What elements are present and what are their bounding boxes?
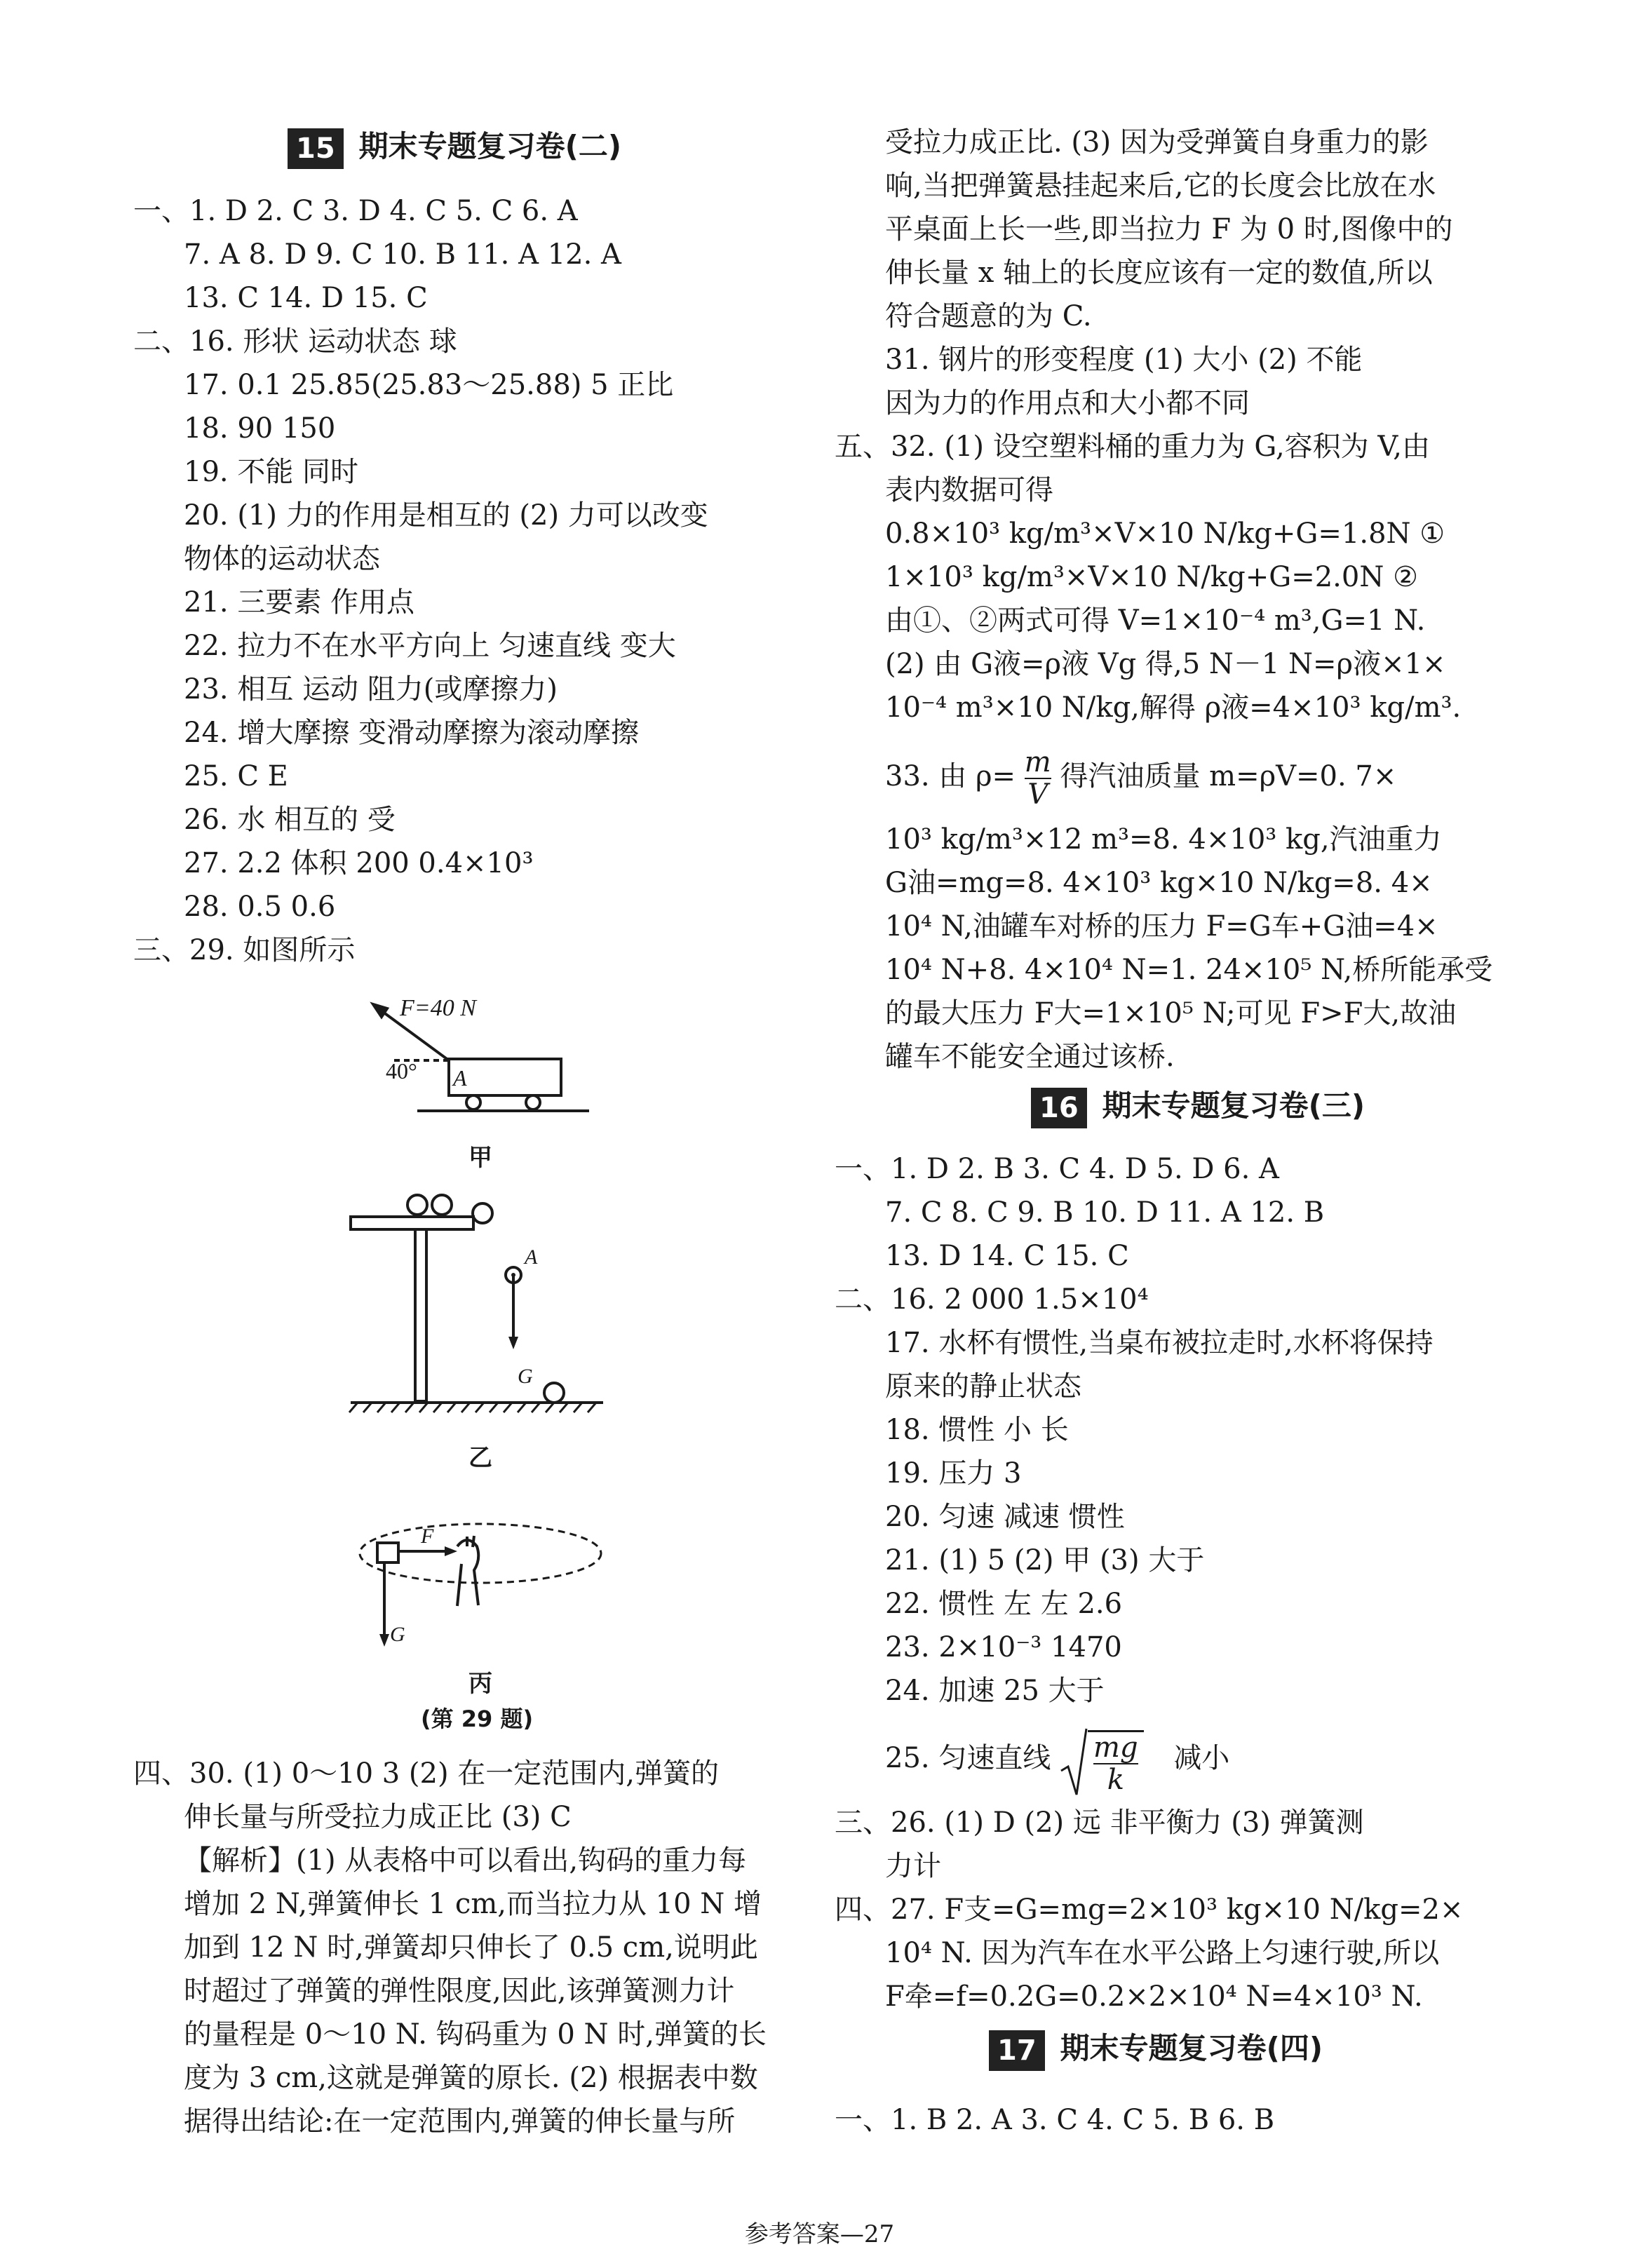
answer-line: 10⁴ N,油罐车对桥的压力 F=G车+G油=4×: [885, 910, 1438, 943]
answer-line: 23. 相互 运动 阻力(或摩擦力): [184, 673, 558, 706]
point-a-label: A: [453, 1065, 467, 1091]
caption-yi: 乙: [468, 1444, 492, 1472]
answer-line: 罐车不能安全通过该桥.: [885, 1041, 1175, 1073]
section-16-heading: [1031, 1084, 1365, 1128]
answer-line: 23. 2×10⁻³ 1470: [885, 1631, 1122, 1663]
answer-line: 27. 2.2 体积 200 0.4×10³: [184, 847, 534, 879]
orbit-path: [360, 1524, 601, 1583]
section-16-title: 期末专题复习卷(三): [1102, 1088, 1365, 1123]
answer-line: 一、1. B 2. A 3. C 4. C 5. B 6. B: [835, 2104, 1275, 2136]
q25-prefix: 25. 匀速直线: [885, 1742, 1051, 1774]
answer-line: 响,当把弹簧悬挂起来后,它的长度会比放在水: [885, 170, 1436, 202]
answer-line: 四、30. (1) 0～10 3 (2) 在一定范围内,弹簧的: [133, 1757, 720, 1790]
answer-line: 13. D 14. C 15. C: [885, 1240, 1129, 1272]
answer-line: 受拉力成正比. (3) 因为受弹簧自身重力的影: [885, 126, 1429, 158]
block: [377, 1543, 398, 1562]
answer-line: F牵=f=0.2G=0.2×2×10⁴ N=4×10³ N.: [885, 1980, 1423, 2013]
analysis-line: 据得出结论:在一定范围内,弹簧的伸长量与所: [184, 2105, 736, 2138]
answer-line: 21. (1) 5 (2) 甲 (3) 大于: [885, 1544, 1205, 1577]
answer-line: 10³ kg/m³×12 m³=8. 4×10³ kg,汽油重力: [885, 823, 1442, 856]
answer-line: 一、1. D 2. B 3. C 4. D 5. D 6. A: [835, 1153, 1279, 1185]
section-17-title: 期末专题复习卷(四): [1060, 2031, 1323, 2065]
answer-line: 25. C E: [184, 760, 288, 792]
ball: [407, 1195, 427, 1215]
section-16-number: 16: [1031, 1088, 1087, 1128]
section-15-title: 期末专题复习卷(二): [358, 129, 622, 163]
answer-line: 一、1. D 2. C 3. D 4. C 5. C 6. A: [133, 195, 578, 227]
ground-hatch: [349, 1403, 596, 1412]
answer-line: 0.8×10³ kg/m³×V×10 N/kg+G=1.8N ①: [885, 518, 1445, 550]
figure-29: [295, 982, 659, 1753]
answer-line: 伸长量与所受拉力成正比 (3) C: [184, 1801, 572, 1833]
answer-line: 31. 钢片的形变程度 (1) 大小 (2) 不能: [885, 344, 1363, 376]
caption-bing: 丙: [468, 1670, 492, 1698]
q33-prefix: 33. 由 ρ=: [885, 760, 1016, 792]
answer-line: 平桌面上长一些,即当拉力 F 为 0 时,图像中的: [885, 213, 1453, 245]
answer-line: 四、27. F支=G=mg=2×10³ kg×10 N/kg=2×: [835, 1894, 1464, 1926]
q25-fraction: [1088, 1730, 1144, 1795]
table-leg: [415, 1229, 426, 1401]
figure-caption: (第 29 题): [421, 1706, 534, 1732]
ball-ground: [544, 1383, 564, 1403]
diagram-bing-circular: [360, 1524, 601, 1638]
answer-line: 22. 惯性 左 左 2.6: [885, 1588, 1123, 1620]
section-17-number: 17: [989, 2030, 1045, 2071]
answer-line: 由①、②两式可得 V=1×10⁻⁴ m³,G=1 N.: [885, 605, 1426, 637]
analysis-line: 时超过了弹簧的弹性限度,因此,该弹簧测力计: [184, 1975, 735, 2007]
q33-frac-den: V: [1027, 778, 1048, 811]
answer-line: 26. 水 相互的 受: [184, 804, 396, 836]
answer-line: 原来的静止状态: [885, 1370, 1081, 1403]
answer-line: 三、26. (1) D (2) 远 非平衡力 (3) 弹簧测: [835, 1807, 1364, 1839]
q25-frac-den: k: [1107, 1763, 1124, 1796]
q25-frac-num: mg: [1093, 1731, 1138, 1764]
answer-line: 24. 加速 25 大于: [885, 1675, 1105, 1707]
answer-line: 10⁴ N+8. 4×10⁴ N=1. 24×10⁵ N,桥所能承受: [885, 954, 1493, 986]
analysis-line: 增加 2 N,弹簧伸长 1 cm,而当拉力从 10 N 增: [184, 1888, 762, 1920]
q33-suffix: 得汽油质量 m=ρV=0. 7×: [1060, 760, 1397, 792]
section-17-heading: [989, 2027, 1323, 2071]
answer-line: 28. 0.5 0.6: [184, 891, 336, 923]
answer-line: 20. 匀速 减速 惯性: [885, 1501, 1125, 1533]
force-f-label: F: [421, 1525, 434, 1548]
answer-line: 10⁻⁴ m³×10 N/kg,解得 ρ液=4×10³ kg/m³.: [885, 691, 1462, 724]
answer-line: (2) 由 G液=ρ液 Vg 得,5 N－1 N=ρ液×1×: [885, 648, 1446, 680]
answer-line: 力计: [885, 1850, 941, 1882]
answer-line: 伸长量 x 轴上的长度应该有一定的数值,所以: [885, 257, 1433, 289]
page-footer: 参考答案—27: [744, 2220, 895, 2248]
answer-line: 7. C 8. C 9. B 10. D 11. A 12. B: [885, 1196, 1325, 1229]
q25-sqrt: [1060, 1722, 1144, 1799]
gravity-arrowhead: [508, 1337, 518, 1349]
gravity-g2-label: G: [390, 1623, 405, 1646]
ball: [473, 1203, 492, 1223]
answer-line: 18. 90 150: [184, 412, 336, 445]
answer-line: 20. (1) 力的作用是相互的 (2) 力可以改变: [184, 499, 708, 532]
answer-line: 18. 惯性 小 长: [885, 1414, 1069, 1446]
force-label: F=40 N: [400, 995, 476, 1021]
caption-jia: 甲: [468, 1144, 492, 1172]
answer-line: 24. 增大摩擦 变滑动摩擦为滚动摩擦: [184, 717, 640, 749]
answer-line: G油=mg=8. 4×10³ kg×10 N/kg=8. 4×: [885, 867, 1433, 899]
cart-wheel: [466, 1095, 480, 1109]
hand: [457, 1536, 478, 1606]
answer-line: 的最大压力 F大=1×10⁵ N;可见 F>F大,故油: [885, 997, 1457, 1030]
answer-line: 19. 压力 3: [885, 1457, 1022, 1490]
answer-line: 19. 不能 同时: [184, 456, 359, 488]
analysis-line: 【解析】(1) 从表格中可以看出,钩码的重力每: [184, 1844, 747, 1877]
answer-line: 13. C 14. D 15. C: [184, 282, 428, 314]
answer-line: 1×10³ kg/m³×V×10 N/kg+G=2.0N ②: [885, 561, 1418, 593]
q25-suffix: 减小: [1173, 1742, 1230, 1774]
table-top: [351, 1217, 473, 1229]
q33-line: [885, 738, 1396, 815]
answer-line: 10⁴ N. 因为汽车在水平公路上匀速行驶,所以: [885, 1937, 1440, 1969]
diagram-yi-table: [351, 1195, 603, 1403]
answer-line: 五、32. (1) 设空塑料桶的重力为 G,容积为 V,由: [835, 431, 1430, 463]
cart-wheel: [526, 1095, 540, 1109]
analysis-line: 的量程是 0～10 N. 钩码重为 0 N 时,弹簧的长: [184, 2018, 767, 2051]
q33-fraction: [1025, 747, 1051, 810]
answer-line: 17. 0.1 25.85(25.83～25.88) 5 正比: [184, 369, 674, 401]
q33-frac-num: m: [1024, 746, 1051, 778]
answer-line: 7. A 8. D 9. C 10. B 11. A 12. A: [184, 238, 621, 271]
answer-line: 二、16. 形状 运动状态 球: [133, 325, 457, 358]
section-15-heading: [288, 125, 621, 169]
analysis-line: 度为 3 cm,这就是弹簧的原长. (2) 根据表中数: [184, 2062, 758, 2094]
ball-a-center: [511, 1273, 515, 1277]
angle-label: 40°: [386, 1058, 417, 1084]
analysis-line: 加到 12 N 时,弹簧却只伸长了 0.5 cm,说明此: [184, 1931, 758, 1964]
force-f-arrowhead: [445, 1546, 457, 1556]
gravity-g-label: G: [518, 1365, 533, 1388]
answer-line: 表内数据可得: [885, 474, 1053, 506]
answer-line: 21. 三要素 作用点: [184, 586, 415, 619]
answer-line: 符合题意的为 C.: [885, 300, 1092, 332]
sqrt-sign: [1060, 1727, 1088, 1797]
answer-line: 22. 拉力不在水平方向上 匀速直线 变大: [184, 630, 676, 662]
gravity-g2-arrowhead: [379, 1634, 389, 1647]
answer-line: 因为力的作用点和大小都不同: [885, 387, 1250, 419]
section-15-number: 15: [288, 128, 344, 169]
answer-line: 二、16. 2 000 1.5×10⁴: [835, 1283, 1149, 1316]
answer-line: 17. 水杯有惯性,当桌布被拉走时,水杯将保持: [885, 1327, 1434, 1359]
ball: [432, 1195, 452, 1215]
q25-line: [885, 1720, 1229, 1799]
answer-line: 三、29. 如图所示: [133, 934, 356, 966]
point-a2-label: A: [525, 1246, 538, 1269]
answer-line: 物体的运动状态: [184, 543, 380, 575]
